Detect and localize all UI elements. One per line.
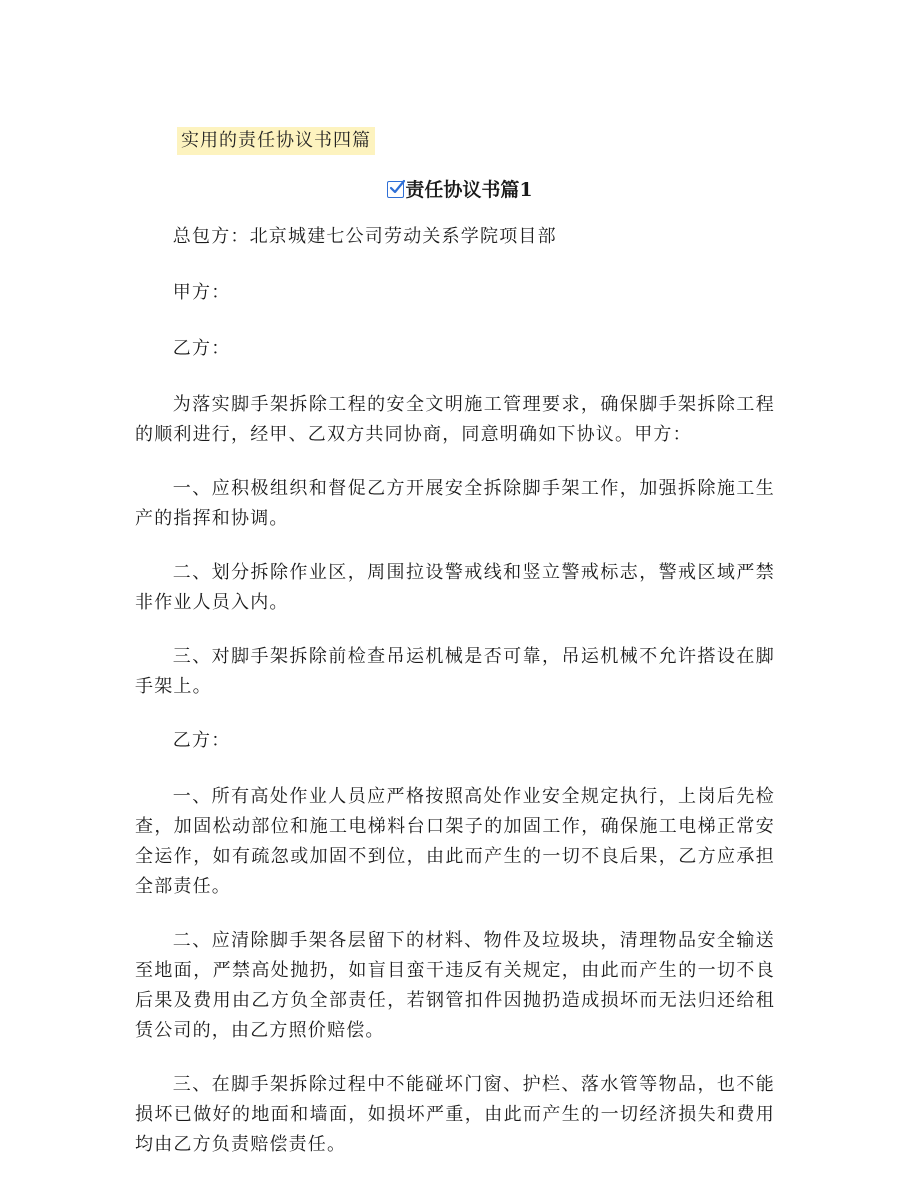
paragraph-party-b-item-1: 一、所有高处作业人员应严格按照高处作业安全规定执行，上岗后先检查，加固松动部位和施工电梯料台口架子的加固工作，确保施工电梯正常安全运作，如有疏忽或加固不到位，由此而产生的一切不良后果，乙方应承担全部责任。 [135, 786, 775, 897]
section-heading-text: 责任协议书篇1 [405, 179, 533, 201]
paragraph-general-contractor: 总包方：北京城建七公司劳动关系学院项目部 [172, 226, 557, 247]
section-heading [0, 176, 920, 204]
paragraph-party-a-item-3: 三、对脚手架拆除前检查吊运机械是否可靠，吊运机械不允许搭设在脚手架上。 [135, 646, 775, 697]
paragraph-party-a-item-1: 一、应积极组织和督促乙方开展安全拆除脚手架工作，加强拆除施工生产的指挥和协调。 [135, 478, 775, 529]
paragraph-party-b-label: 乙方： [172, 338, 231, 359]
document-title: 实用的责任协议书四篇 [177, 127, 375, 155]
paragraph-preamble: 为落实脚手架拆除工程的安全文明施工管理要求，确保脚手架拆除工程的顺利进行，经甲、乙双方共同协商，同意明确如下协议。甲方： [135, 394, 775, 445]
paragraph-party-a-label: 甲方： [172, 282, 231, 303]
checkbox-checked-icon [387, 181, 404, 198]
paragraph-party-b-heading: 乙方： [172, 730, 231, 751]
paragraph-party-b-item-3: 三、在脚手架拆除过程中不能碰坏门窗、护栏、落水管等物品，也不能损坏已做好的地面和墙面，如损坏严重，由此而产生的一切经济损失和费用均由乙方负责赔偿责任。 [135, 1074, 775, 1155]
document-body [135, 222, 775, 1184]
paragraph-party-b-item-2: 二、应清除脚手架各层留下的材料、物件及垃圾块，清理物品安全输送至地面，严禁高处抛扔，如盲目蛮干违反有关规定，由此而产生的一切不良后果及费用由乙方负全部责任，若钢管扣件因抛扔造成损坏而无法归还给租赁公司的，由乙方照价赔偿。 [135, 930, 775, 1041]
paragraph-party-a-item-2: 二、划分拆除作业区，周围拉设警戒线和竖立警戒标志，警戒区域严禁非作业人员入内。 [135, 562, 775, 613]
